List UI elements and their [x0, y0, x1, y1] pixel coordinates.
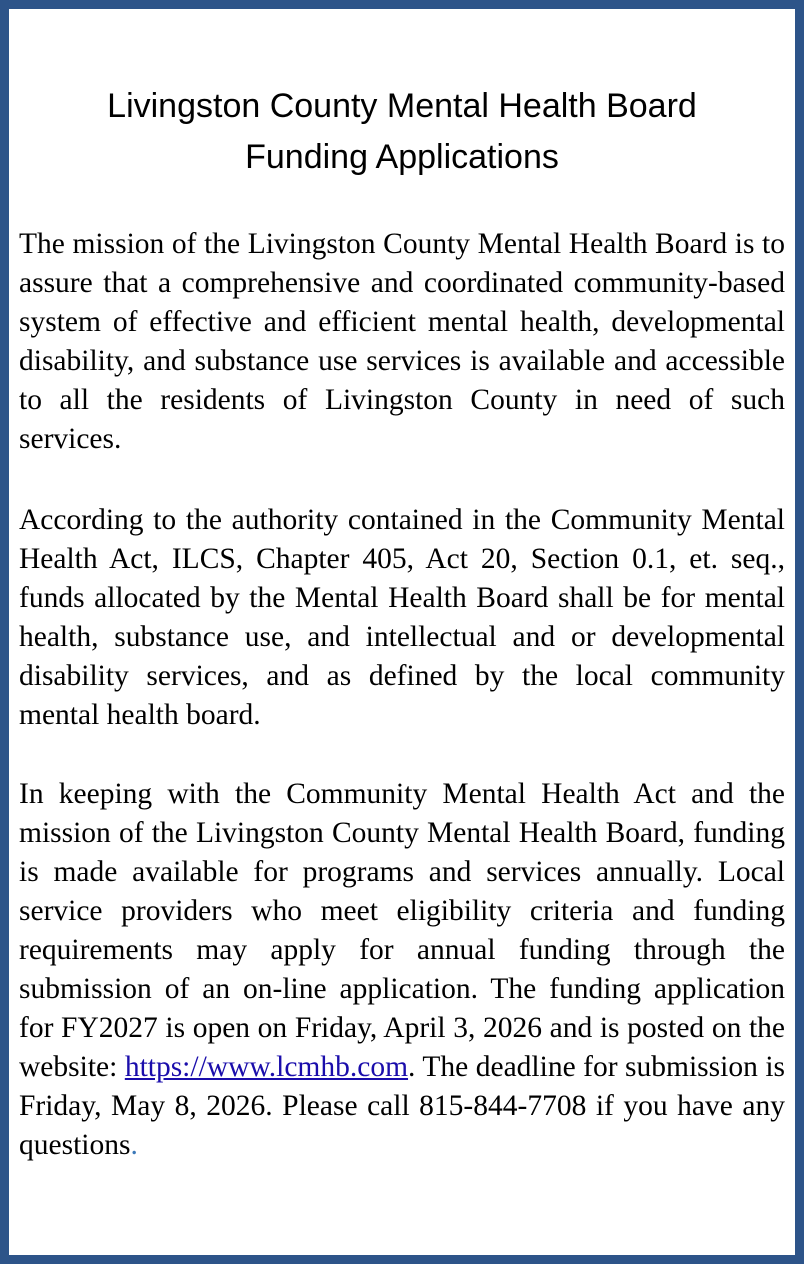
- funding-paragraph: [19, 775, 785, 1165]
- website-link[interactable]: https://www.lcmhb.com: [124, 1051, 409, 1083]
- funding-text-before-link: In keeping with the Community Mental Health Act and the mission of the Livingston County Mental Health Board, funding is made available for programs and services annually. Local service providers who meet eligibility criteria and funding requirements may apply for annual funding through the submission of an on-line application. The funding application for FY2027 is open on Friday, April 3, 2026 and is posted on the website:: [19, 778, 785, 1083]
- title-line-2: Funding Applications: [245, 138, 559, 176]
- authority-paragraph: According to the authority contained in the Community Mental Health Act, ILCS, Chapter 405, Act 20, Section 0.1, et. seq., funds allocated by the Mental Health Board shall be for mental health, substance use, and intellectual and or developmental disability services, and as defined by the local community mental health board.: [19, 504, 785, 731]
- final-period: .: [130, 1129, 138, 1161]
- title-line-1: Livingston County Mental Health Board: [107, 87, 697, 125]
- page-title: [9, 81, 795, 183]
- mission-paragraph: The mission of the Livingston County Mental Health Board is to assure that a comprehensive and coordinated community-based system of effective and efficient mental health, developmental disability, and substance use services is available and accessible to all the residents of Livingston County in need of such services.: [19, 228, 785, 455]
- funding-text-after-link: . The deadline for submission is Friday, May 8, 2026. Please call 815-844-7708 if you have any questions: [19, 1051, 786, 1161]
